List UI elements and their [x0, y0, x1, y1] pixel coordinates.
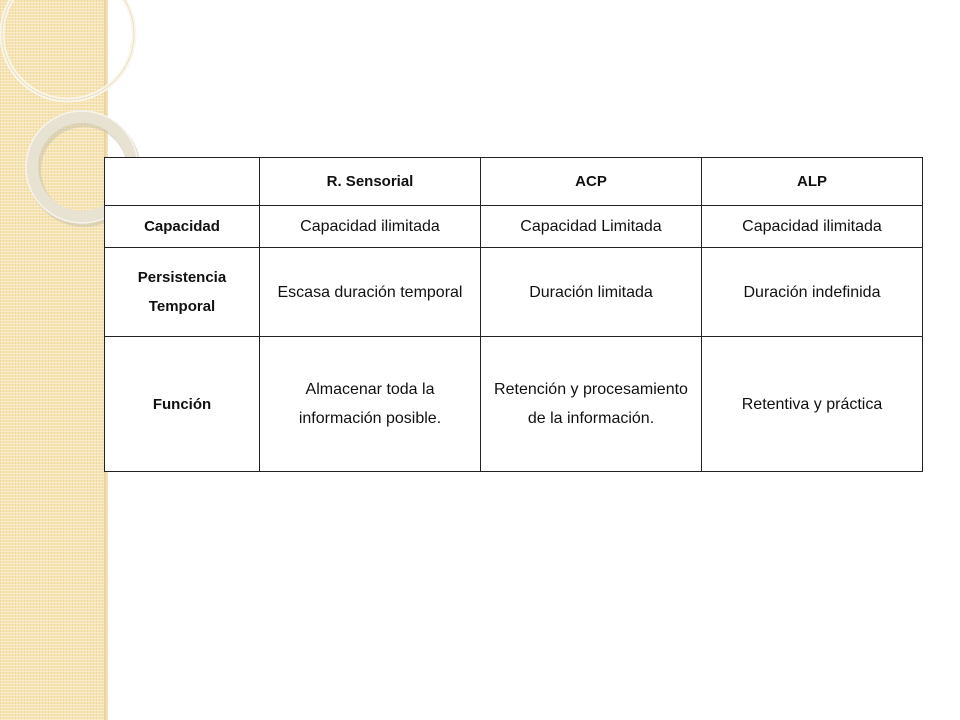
header-cell-acp: ACP [481, 158, 702, 206]
table-row [105, 337, 923, 472]
table-cell: Capacidad Limitada [481, 206, 702, 248]
row-label-line: Temporal [148, 298, 216, 315]
row-label-line: Persistencia [137, 269, 227, 286]
table-header-row [105, 158, 923, 206]
header-cell-alp: ALP [702, 158, 923, 206]
memory-comparison-table [104, 157, 923, 472]
table-cell: Escasa duración temporal [260, 248, 481, 337]
table-cell: Capacidad ilimitada [260, 206, 481, 248]
row-label-funcion: Función [105, 337, 260, 472]
table-cell: Duración limitada [481, 248, 702, 337]
row-label-capacidad: Capacidad [105, 206, 260, 248]
table-cell: Duración indefinida [702, 248, 923, 337]
table-row [105, 206, 923, 248]
table-cell: Almacenar toda la información posible. [260, 337, 481, 472]
row-label-persistencia-temporal [105, 248, 260, 337]
table-cell: Retentiva y práctica [702, 337, 923, 472]
table-row [105, 248, 923, 337]
table-cell: Retención y procesamiento de la información. [481, 337, 702, 472]
header-cell-r-sensorial: R. Sensorial [260, 158, 481, 206]
header-cell-empty [105, 158, 260, 206]
table-cell: Capacidad ilimitada [702, 206, 923, 248]
